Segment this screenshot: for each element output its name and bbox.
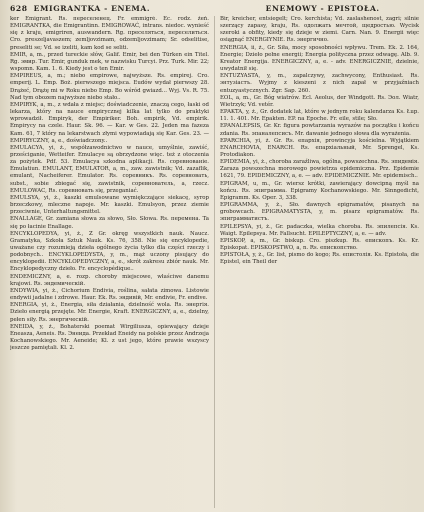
page-header bbox=[10, 3, 419, 15]
entry: ENDEMICZNY, a, e. rozp. choroby miejscowe, właściwe danemu krajowi. Rs. эндемическій. bbox=[10, 273, 209, 287]
page-number: 628 bbox=[10, 4, 28, 13]
entry: EPARCHIA, yi, ż. Gr. Rs. епархія, prowincyja kościelna. Wyjątkiem ENARCHOVIA, ENARCH. Rs. епархіальный, Mr. Sprengel, Ks. Protodiakon. bbox=[220, 137, 419, 158]
entry: ENEIDA, y, ż., Bohaterski poemat Wirgiliusza, opiewający dzieje Eneasza, Aeneis. Rs. Энеида. Przekład Eneidy na polskie przez Andrzeja Kochanowskiego. Mr. Aeneide; Kl. z ust jego, które prawie wszyscy jeszcze pamiętali. Kl. 2. bbox=[10, 323, 209, 352]
entry: EMULSYA, yi, ż., kaszki emulsowane wymiękczające siekacę, syrop brzeczkowy, mleczne napoje. Mr. kaszki. Emulsyon, przez ziemie przeciwnie, Unterhaltungsmittel. bbox=[10, 194, 209, 216]
column-rule bbox=[214, 16, 215, 508]
entry: ker Emigrant. Rs. переселенец. Fr. emmigré. Ec. rodz. żeń. EMIGRANTKA, die Emigrantinn. EMIGROWAĆ, intrans. niedoc. wynieść się z kraju, emigriren, auswandern. Rg. преселяться, переселиться. Cro. preszeljavaszem; zemljovzimam, odzemljovzimam; Sr. odselitise, preseliti se; Vd. se izeliti, kam kod se seliti. bbox=[10, 16, 209, 51]
entry: EMPIRYK, a, m., z wdała z miejsc; doświadczenie, znaczą cego, łaski od lekarza, który na nauce empirycznej kilka lat tylko do praktyki wprowadził. Empiryk, der Empiriker. Boh. empirik, Vd. empirik. Empirycy na czele. Haur. Sk. 96. — Kar. w Ges. 22. Jeden ma fazeza Kam. 61, 7 który na lekarstwach złymi wypowiadają się Kar. Ges. 23. — EMPIRYCZNY, a, e., doświadczony.. bbox=[10, 101, 209, 144]
entry: ENERGIA, ii, ż., Gr. Siła, mocy sposobności wpływu. Trem. Ek. 2. 164, Energie; Dzieło pełne energii; Energia polityczna przez odwagę. Alb. 9. Kreator Energija. ENERGICZNY, a, e. - adv. ENERGICZNIE, dzielnie, uwydatnił się. bbox=[220, 44, 419, 73]
entry: ENTUZYASTA, y, m., zapalczywy, zachwycony, Enthusiast. Rs. энтузіастъ. Wyjmy z kieszeni z nich zapał w przyjaźniach entuzyastycznych. Zgr. Sap. 260. bbox=[220, 73, 419, 94]
left-running-head: EMIGRANTKA - ENEMA. bbox=[33, 4, 151, 13]
entry: ENCYKLOPEDYA, yi, ż., Z Gr. okręg wszystkich nauk. Naucz. Gramatyka, Szkoła Sztuk Nauk. Ks. 76, 358. Nie się encyklopedie, uważane czy rozumieją dzieła ogólnego życia tylko dla części rzeczy i podobnych.. ENCYKLOPEDYSTA, y, m., mąż uczony pisujący do encyklopedii. ENCYKLOPEDYCZNY, a, e., skrót zakresu zbiór nauk. Mr. Encyklopedyczny dzieło. Fr. encyclopédique.. bbox=[10, 230, 209, 273]
left-column bbox=[10, 16, 209, 508]
entry: EPISTOŁA, y, ż., Gr. list, pismo do kogo; Rs. епистолія. Ks. Epistoła, die Epistel, ein Theil der bbox=[220, 252, 419, 266]
entry: Bir, kreicher, entsiegelt; Cro. kerchista; Vd. zaslashenost, zagri; silnie szerzący zapasy, kraju, Rs. одолжать мечтой, щедростью. Wycisk szeroki a obfity, kiedy się dzieje w ziemi. Carn. Nan. 9. Energii więc osiągnąć ENERGIYNIE. Rs. энергично. bbox=[220, 16, 419, 44]
right-column bbox=[220, 16, 419, 508]
entry: EPIGRAM, u, m., Gr. wiersz krótki, zawierający dowcipną myśl na końcu. Rs. эпиграмма. Epigramy Kochanowskiego. Mr. Sinngedicht, Epigramm. Ks. Oper. 3, 338. bbox=[220, 180, 419, 201]
entry: ENDYWIA, yi, ż., Cichorium Endivia, roślina, sałata zimowa. Listowie endywii jadalne i zdrowe. Haur. Ek. Rs. эндивій, Mr. endivie, Fr. endive. bbox=[10, 287, 209, 302]
entry: EPIGRAMMA, y, ż., Sło. dawnych epigramatów, pisanych na grobowcach. EPIGRAMATYSTA, y, m. pisarz epigramatów. Rs. эпиграмматистъ. bbox=[220, 202, 419, 223]
entry: EMPIREUS, a, m.; niebo empirowe, najwyższe. Rs. empirej. Cro. emperij. L. Emp. Boż. pierwszego miejsca. Eudów wydał pierwszy 28. Drążeć, Drążę mi w Roku niebo Emp. Bo wśród gwiazd... Wyj. Vs. R. 75. Nad tym obozem najwyższe niebo stało.. bbox=[10, 73, 209, 101]
entry: EPAKTA, y, ż., Gr. dodatek lat, które w jednym roku kalendarza Ks. Łup. 11. 1. 401. Mr. Epakten. EP. na Epoche. Fr. eile, stile; Sło. bbox=[220, 109, 419, 123]
entry: EPIDEMIA, yi, ż., choroba zaraźliwa, ogólna, powszechna. Rs. эпидемія. Zaraza powszechna morowego powietrza epidemiczna. Prz. Epidemie 1621, 79. EPIDEMICZNY, a, e. — adv. EPIDEMICZNIE. Mr. epidemisch.. bbox=[220, 159, 419, 180]
text-columns bbox=[10, 16, 419, 508]
entry: EOL, a, m., Gr. Bóg wiatrów. Ecl. Aeolus, der Windgott. Rs. Эол. Wiatr, Wietrzyk; Vd. vetér. bbox=[220, 94, 419, 108]
entry: ENERGIA, yi, ż., Energia, siła działania, dzielność wola. Rs. энергія. Dzieło energią przejęte. Mr. Energie, Kraft. ENERGICZNY, a, e., dzielny, pełen siły. Rs. энергическій. bbox=[10, 302, 209, 323]
entry: EMIR, a, m., przed tureckie słów, Galif. Emir, bei den Türken ein Titel. Rg. эмир. Tur. Emir, gunduk mek, w nazwisku Turcyi. Prz. Turk. Mir. 22; wspomn. Kam. 1. 6. Kiedy jest o ten Emir. bbox=[10, 51, 209, 73]
entry: EMULACYA, yi, ż., współzawodnictwo w nauce, umyślnie, zawiść, prześciganie, Wetteifer. Emulacye są obrzydzone więc. też z otoczenia za pożytek. Pdf. 53. Emulacya szkodna aplikacji. Rs. соревнованіе. Emulatiun. EMULANT, EMULATOR, a, m., zaw. zawistnik; Vd. zazaflik, emulant, Nacheiferer. Emulator. Rs. соревникъ. Rs. соревновать, subst., sobie zbiegać się, zawistnik, соревнователь, a, rzecz. EMULOWAC, Rs. соревновать się, przeganiać. bbox=[10, 144, 209, 194]
entry: EPISKOP, a, m., Gr. biskup. Cro. piszkup. Rs. епископъ. Ks. Kr. Episkopat. EPISKOPSTWO, a, n. Rs. епископство. bbox=[220, 237, 419, 251]
entry: EPILEPSYA, yi, ż., Gr. padaczka, wielka choroba. Rs. эпилепсія. Ks. Waigt. Epilepsya. Mr. Fallsucht. EPILEPTYCZNY, a, e. — adv. bbox=[220, 223, 419, 237]
right-running-head: ENEMOWY - EPISTOŁA. bbox=[265, 4, 380, 13]
entry: ENALLAGE, Gr. zamiana słowa za słowo, Sło. Słowa. Rs. перемена. Ta się po łacinie Enallage. bbox=[10, 216, 209, 230]
entry: EPANALEPSIS, Gr. Kr. figura powtarzania wyrazów na początku i końcu zdania. Rs. эпаналепсисъ. Mr. dawanie jednego słowa dla wyrażenia. bbox=[220, 123, 419, 137]
